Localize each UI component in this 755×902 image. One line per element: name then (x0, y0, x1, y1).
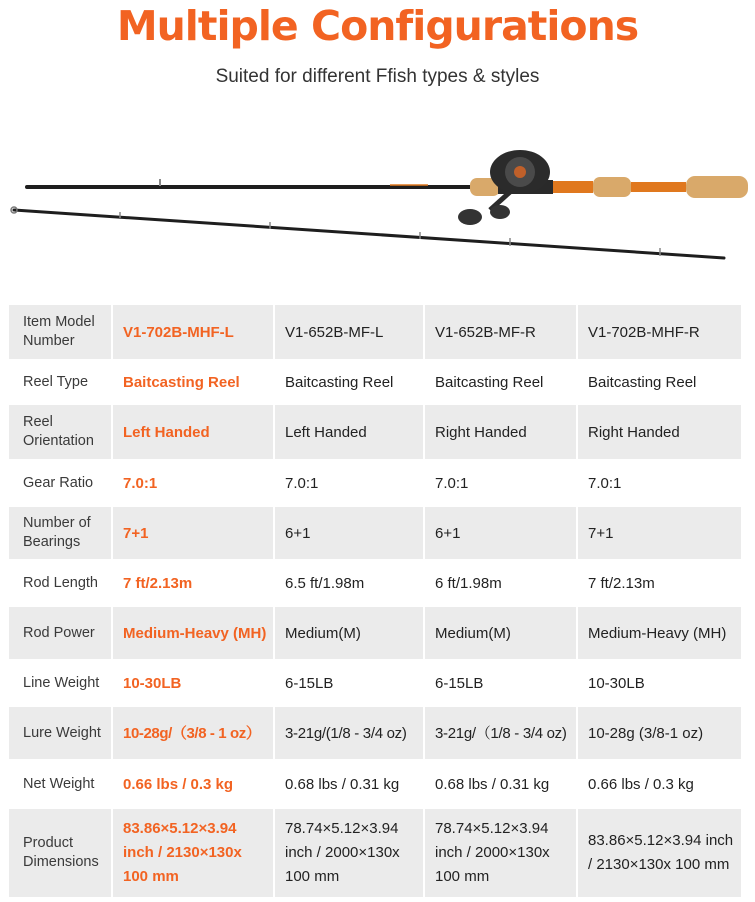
row-label: Net Weight (9, 759, 112, 809)
cell-value: Baitcasting Reel (577, 359, 741, 405)
cell-value: 0.66 lbs / 0.3 kg (577, 759, 741, 809)
row-label: Line Weight (9, 659, 112, 707)
cell-value: V1-652B-MF-L (274, 305, 424, 359)
row-label: Rod Power (9, 607, 112, 659)
table-row (9, 707, 741, 759)
cell-value: Right Handed (424, 405, 577, 459)
table-row (9, 459, 741, 507)
row-label: Rod Length (9, 559, 112, 607)
cell-value: V1-652B-MF-R (424, 305, 577, 359)
row-label: Gear Ratio (9, 459, 112, 507)
row-label: Reel Orientation (9, 405, 112, 459)
cell-value: 0.66 lbs / 0.3 kg (112, 759, 274, 809)
cell-value: 7.0:1 (577, 459, 741, 507)
table-row (9, 507, 741, 559)
cell-value: Left Handed (112, 405, 274, 459)
cell-value: 83.86×5.12×3.94 inch / 2130×130x 100 mm (112, 809, 274, 897)
cell-value: 6+1 (424, 507, 577, 559)
row-label: Lure Weight (9, 707, 112, 759)
table-row (9, 359, 741, 405)
table-row (9, 607, 741, 659)
cell-value: 7.0:1 (274, 459, 424, 507)
table-row (9, 659, 741, 707)
cell-value: 7.0:1 (424, 459, 577, 507)
cell-value: 83.86×5.12×3.94 inch / 2130×130x 100 mm (577, 809, 741, 897)
table-row (9, 759, 741, 809)
cell-value: Left Handed (274, 405, 424, 459)
cell-value: 7+1 (112, 507, 274, 559)
cell-value: 6 ft/1.98m (424, 559, 577, 607)
cell-value: 6.5 ft/1.98m (274, 559, 424, 607)
cell-value: Right Handed (577, 405, 741, 459)
row-label: Product Dimensions (9, 809, 112, 897)
cell-value: 6-15LB (274, 659, 424, 707)
cell-value: 7 ft/2.13m (112, 559, 274, 607)
page-title: Multiple Configurations (116, 2, 639, 50)
cell-value: 0.68 lbs / 0.31 kg (424, 759, 577, 809)
cell-value: 0.68 lbs / 0.31 kg (274, 759, 424, 809)
cell-value: Medium-Heavy (MH) (112, 607, 274, 659)
cell-value: V1-702B-MHF-R (577, 305, 741, 359)
cell-value: 10-28g/（3/8 - 1 oz） (112, 707, 274, 759)
cell-value: Medium-Heavy (MH) (577, 607, 741, 659)
table-row (9, 559, 741, 607)
row-label: Item Model Number (9, 305, 112, 359)
cell-value: Medium(M) (274, 607, 424, 659)
cell-value: Baitcasting Reel (424, 359, 577, 405)
cell-value: 10-30LB (112, 659, 274, 707)
cell-value: Baitcasting Reel (274, 359, 424, 405)
table-row (9, 405, 741, 459)
spec-table (9, 305, 741, 897)
cell-value: 78.74×5.12×3.94 inch / 2000×130x 100 mm (274, 809, 424, 897)
cell-value: 6+1 (274, 507, 424, 559)
cell-value: 7+1 (577, 507, 741, 559)
cell-value: 10-28g (3/8-1 oz) (577, 707, 741, 759)
cell-value: Baitcasting Reel (112, 359, 274, 405)
row-label: Reel Type (9, 359, 112, 405)
cell-value: 3-21g/(1/8 - 3/4 oz) (274, 707, 424, 759)
cell-value: 3-21g/（1/8 - 3/4 oz) (424, 707, 577, 759)
table-row (9, 809, 741, 897)
cell-value: 10-30LB (577, 659, 741, 707)
cell-value: 7.0:1 (112, 459, 274, 507)
cell-value: Medium(M) (424, 607, 577, 659)
product-image (0, 140, 755, 280)
cell-value: 7 ft/2.13m (577, 559, 741, 607)
cell-value: V1-702B-MHF-L (112, 305, 274, 359)
row-label: Number of Bearings (9, 507, 112, 559)
cell-value: 78.74×5.12×3.94 inch / 2000×130x 100 mm (424, 809, 577, 897)
page-subtitle: Suited for different Ffish types & styles (215, 66, 540, 87)
table-row (9, 305, 741, 359)
cell-value: 6-15LB (424, 659, 577, 707)
fishing-rod-icon (0, 140, 755, 280)
